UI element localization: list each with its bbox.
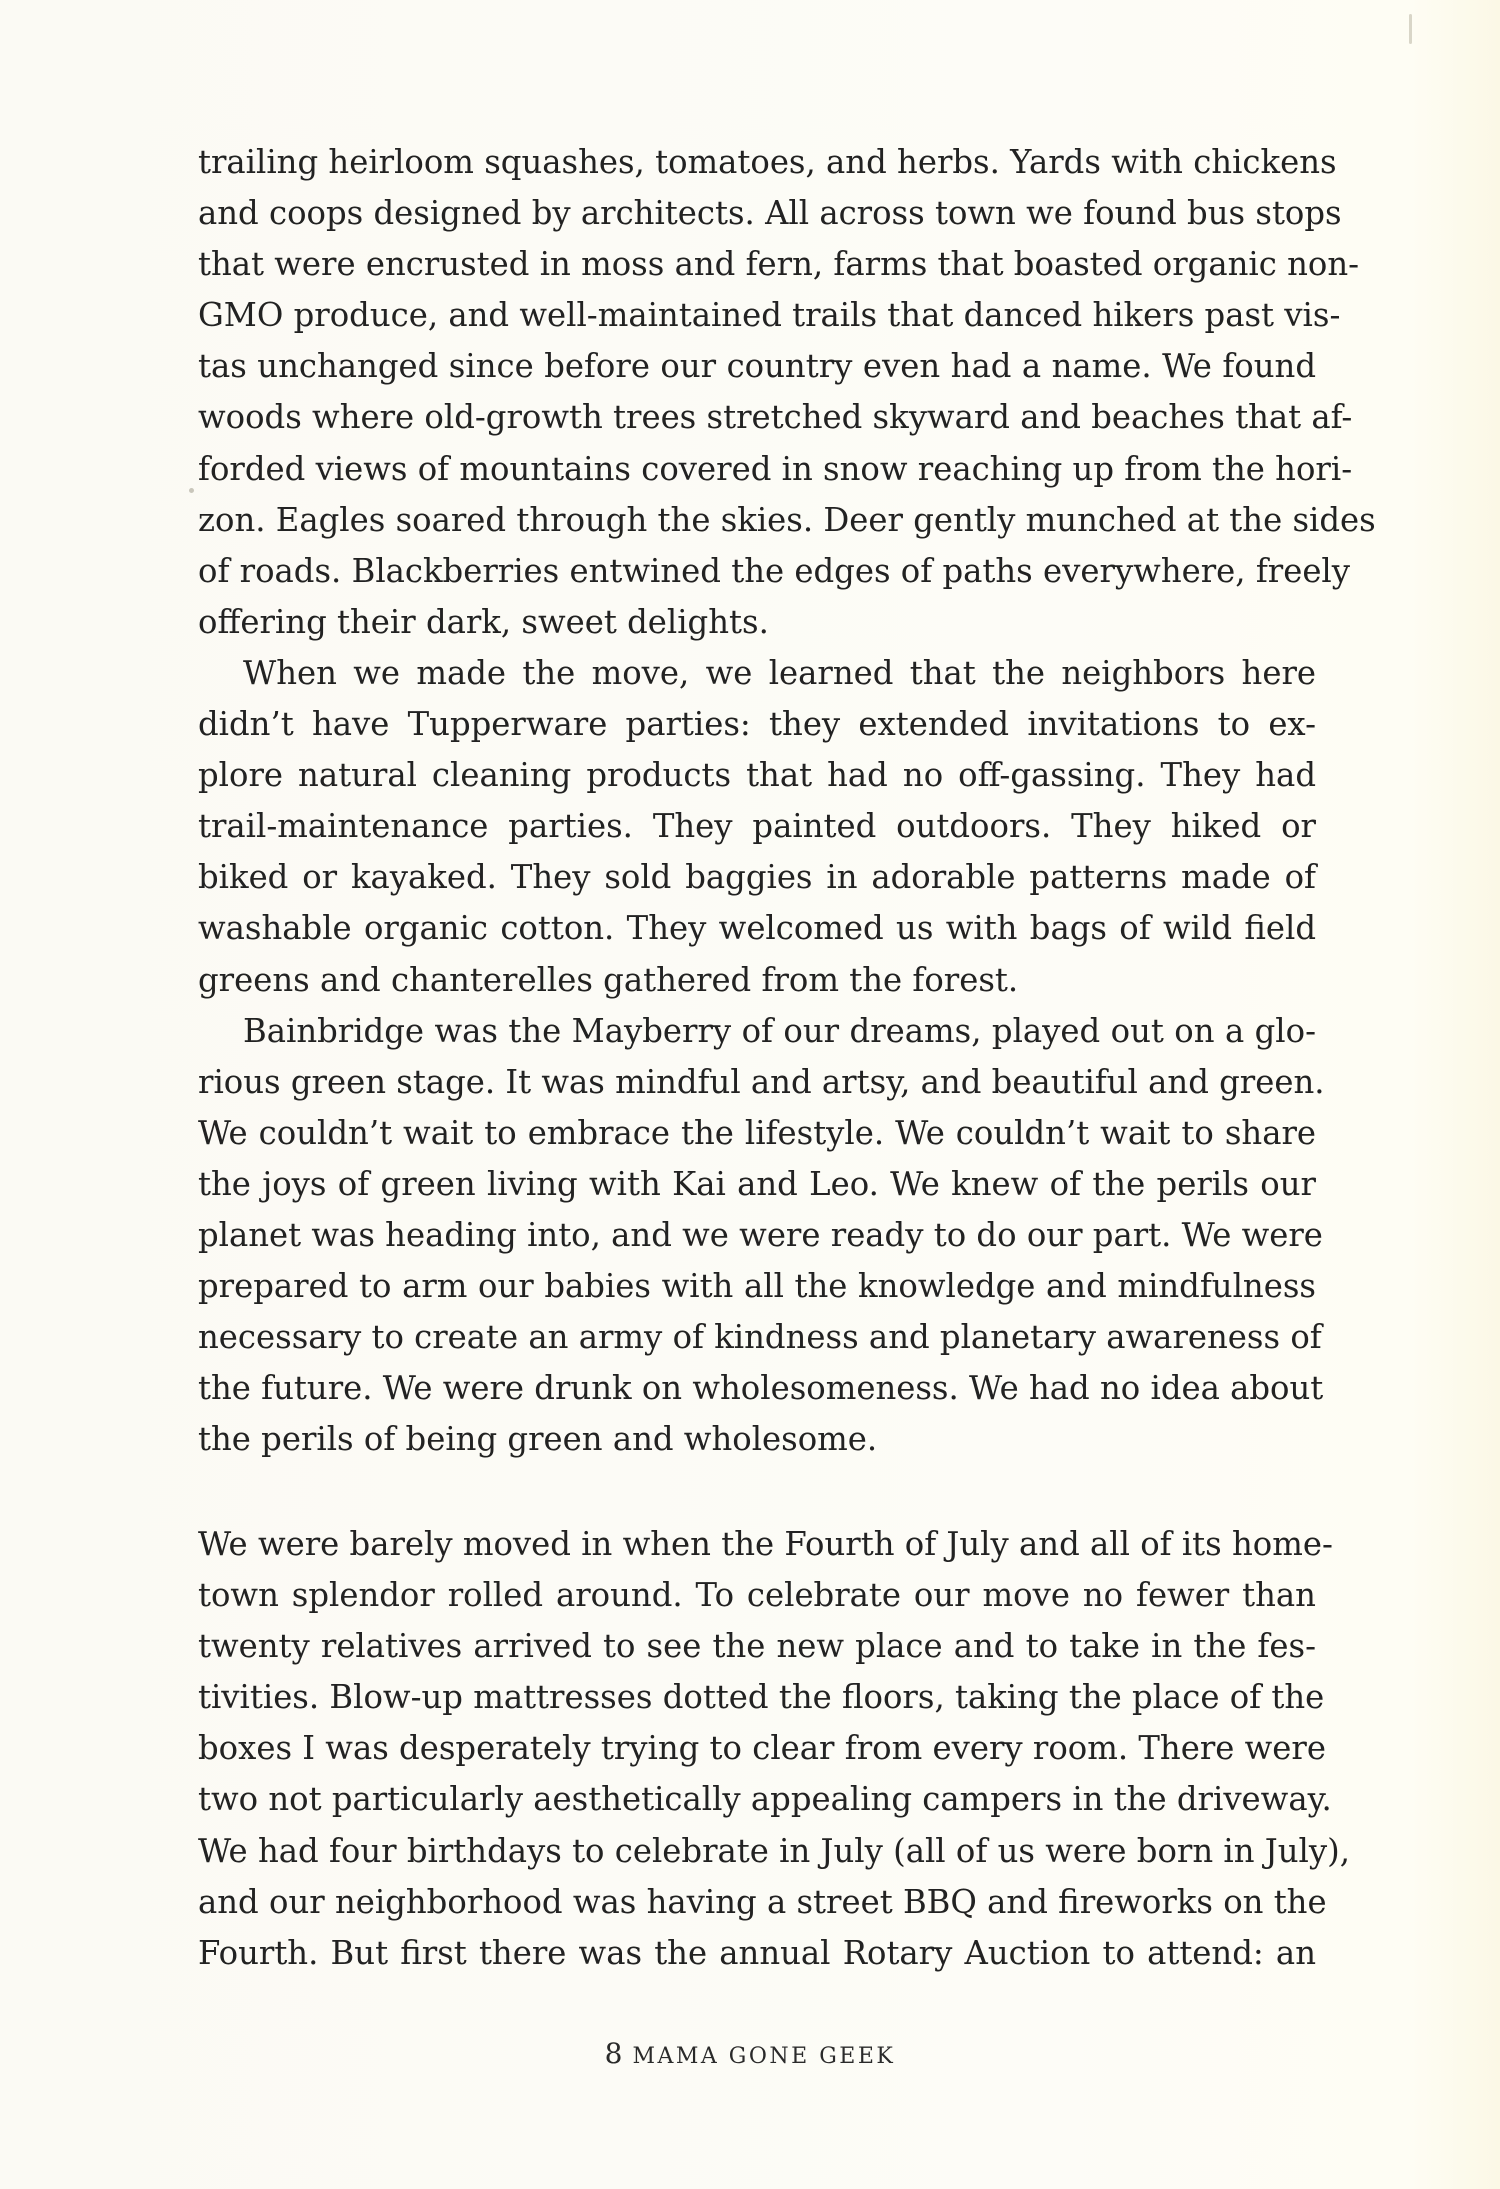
text-line: washable organic cotton. They welcomed us with bags of wild field (198, 909, 1316, 948)
text-line: planet was heading into, and we were ready to do our part. We were (198, 1215, 1323, 1254)
text-line: the future. We were drunk on wholesomeness. We had no idea about (198, 1369, 1324, 1408)
text-line: tas unchanged since before our country even had a name. We found (198, 347, 1316, 386)
text-line: zon. Eagles soared through the skies. Deer gently munched at the sides (198, 500, 1376, 539)
page-footer (0, 2037, 1500, 2070)
text-line: prepared to arm our babies with all the knowledge and mindfulness (198, 1267, 1316, 1306)
text-line: greens and chanterelles gathered from the forest. (198, 960, 1019, 999)
text-line: biked or kayaked. They sold baggies in adorable patterns made of (198, 858, 1316, 897)
text-line: tivities. Blow-up mattresses dotted the floors, taking the place of the (198, 1678, 1325, 1717)
text-line: When we made the move, we learned that the neighbors here (243, 653, 1316, 692)
text-line: Bainbridge was the Mayberry of our dreams, played out on a glo- (243, 1011, 1316, 1050)
text-line: woods where old-growth trees stretched skyward and beaches that af- (198, 398, 1353, 437)
text-line: that were encrusted in moss and fern, farms that boasted organic non- (198, 245, 1360, 284)
text-line: forded views of mountains covered in snow reaching up from the hori- (198, 449, 1353, 488)
text-line: boxes I was desperately trying to clear from every room. There were (198, 1729, 1326, 1768)
text-line: two not particularly aesthetically appealing campers in the driveway. (198, 1780, 1332, 1819)
text-line: didn’t have Tupperware parties: they extended invitations to ex- (198, 705, 1316, 744)
text-line: rious green stage. It was mindful and artsy, and beautiful and green. (198, 1062, 1325, 1101)
text-line: We were barely moved in when the Fourth of July and all of its home- (198, 1525, 1333, 1563)
text-line: Fourth. But first there was the annual Rotary Auction to attend: an (198, 1933, 1316, 1972)
text-line: and coops designed by architects. All across town we found bus stops (198, 194, 1342, 233)
text-line: offering their dark, sweet delights. (198, 602, 769, 641)
text-line: We had four birthdays to celebrate in July (all of us were born in July), (198, 1831, 1350, 1870)
text-line: trailing heirloom squashes, tomatoes, and herbs. Yards with chickens (198, 143, 1337, 181)
page-number: 8 (604, 2037, 623, 2070)
text-line: of roads. Blackberries entwined the edges of paths everywhere, freely (198, 551, 1351, 590)
text-line: trail-maintenance parties. They painted outdoors. They hiked or (198, 807, 1316, 846)
body-text-section-1 (198, 137, 1376, 1465)
scan-dot (189, 488, 194, 493)
text-line: town splendor rolled around. To celebrate our move no fewer than (198, 1576, 1316, 1615)
text-line: the perils of being green and wholesome. (198, 1420, 878, 1459)
scan-speck (1409, 14, 1412, 44)
text-line: We couldn’t wait to embrace the lifestyle. We couldn’t wait to share (198, 1113, 1316, 1152)
running-title: MAMA GONE GEEK (632, 2044, 896, 2069)
text-line: necessary to create an army of kindness and planetary awareness of (198, 1318, 1322, 1357)
text-line: twenty relatives arrived to see the new place and to take in the fes- (198, 1627, 1316, 1666)
text-line: the joys of green living with Kai and Leo. We knew of the perils our (198, 1164, 1316, 1203)
text-line: GMO produce, and well-maintained trails that danced hikers past vis- (198, 296, 1341, 335)
text-line: plore natural cleaning products that had no off-gassing. They had (198, 756, 1316, 795)
body-text-section-2 (198, 1519, 1350, 1979)
text-line: and our neighborhood was having a street BBQ and fireworks on the (198, 1882, 1327, 1921)
